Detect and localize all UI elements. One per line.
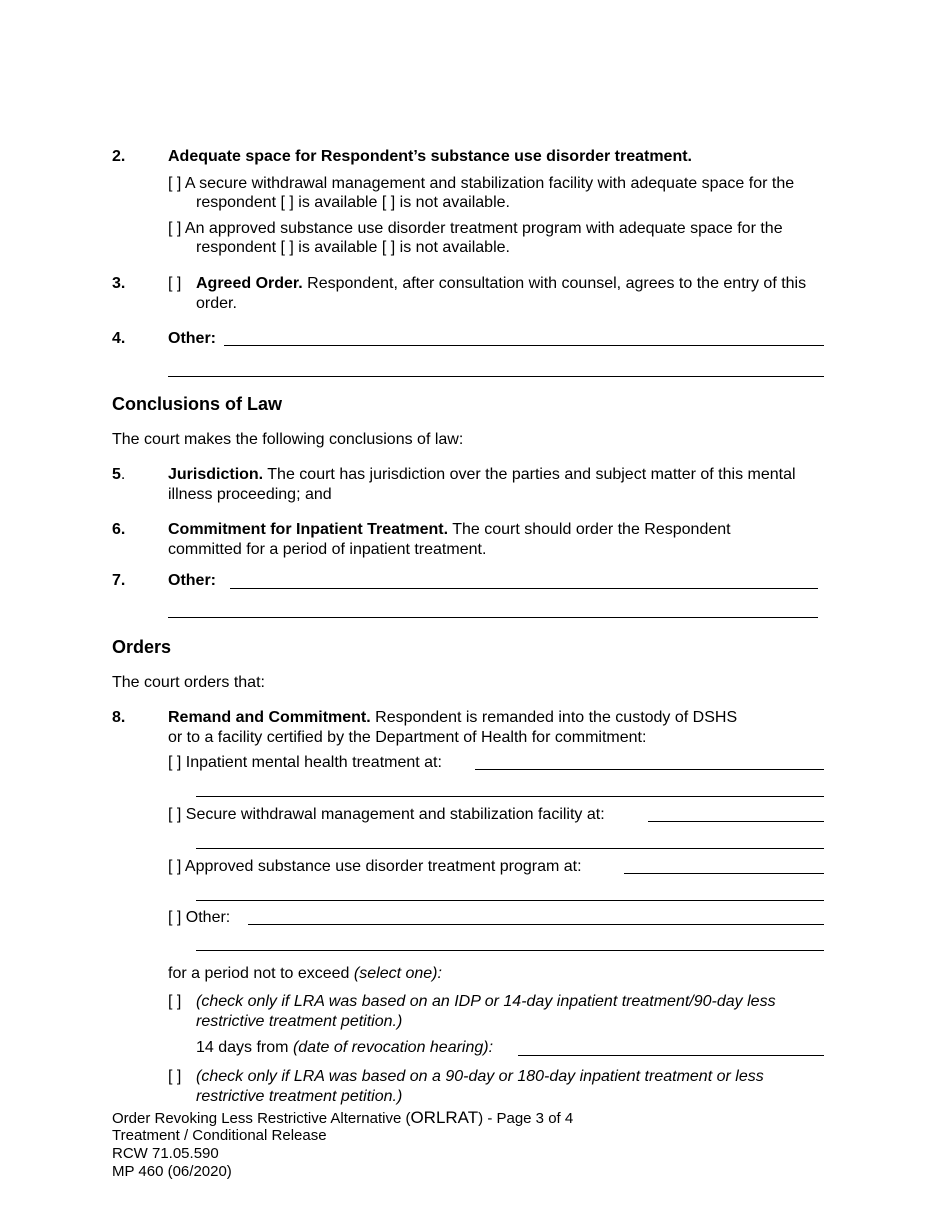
choice-1-line-1: (check only if LRA was based on an IDP or 14-day inpatient treatment/90-day less: [196, 993, 776, 1010]
footer-subtitle: Treatment / Conditional Release: [112, 1127, 327, 1144]
item-7-blank-line-1[interactable]: [230, 588, 818, 589]
footer-form-title: Order Revoking Less Restrictive Alternative (ORLRAT) - Page 3 of 4: [112, 1108, 574, 1127]
item-4-blank-line-2[interactable]: [168, 376, 824, 377]
item-2-option-2-line-1[interactable]: [ ] An approved substance use disorder treatment program with adequate space for the: [168, 220, 783, 237]
item-6-number: 6.: [112, 521, 126, 538]
conclusions-intro: The court makes the following conclusions of law:: [112, 431, 464, 448]
other-blank-line-1[interactable]: [248, 924, 824, 925]
option-inpatient[interactable]: [ ] Inpatient mental health treatment at:: [168, 754, 442, 771]
item-7-label: Other:: [168, 572, 216, 589]
item-5-heading: Jurisdiction.: [168, 466, 264, 483]
choice-2-line-2: restrictive treatment petition.): [196, 1088, 403, 1105]
item-7-number: 7.: [112, 572, 126, 589]
item-3-text: Respondent, after consultation with counsel, agrees to the entry of this: [302, 275, 807, 292]
item-2-number: 2.: [112, 148, 126, 165]
item-2-option-2-line-2[interactable]: respondent [ ] is available [ ] is not available.: [196, 239, 510, 256]
program-blank-line-1[interactable]: [624, 873, 824, 874]
footer-form-number: MP 460 (06/2020): [112, 1163, 232, 1180]
choice-2-line-1: (check only if LRA was based on a 90-day or 180-day inpatient treatment or less: [196, 1068, 764, 1085]
choice-1-line-2: restrictive treatment petition.): [196, 1013, 403, 1030]
choice-2-checkbox[interactable]: [ ]: [168, 1068, 182, 1085]
item-3-checkbox[interactable]: [ ]: [168, 275, 182, 292]
other-blank-line-2[interactable]: [196, 950, 824, 951]
item-7-blank-line-2[interactable]: [168, 617, 818, 618]
option-program[interactable]: [ ] Approved substance use disorder treatment program at:: [168, 858, 582, 875]
item-6-text-line-1: [168, 520, 731, 540]
item-8-text-line-2: or to a facility certified by the Department of Health for commitment:: [168, 729, 647, 746]
option-other[interactable]: [ ] Other:: [168, 909, 231, 926]
item-5-text: The court has jurisdiction over the parties and subject matter of this mental: [263, 466, 796, 483]
inpatient-blank-line-1[interactable]: [475, 769, 824, 770]
item-3-heading: Agreed Order.: [196, 275, 303, 292]
item-5-number: 5.: [112, 466, 126, 483]
item-3-text-line-2: order.: [196, 295, 237, 312]
program-blank-line-2[interactable]: [196, 900, 824, 901]
item-5-text-line-1: [168, 465, 796, 485]
item-2-option-1-line-1[interactable]: [ ] A secure withdrawal management and stabilization facility with adequate space for the: [168, 175, 795, 192]
footer-rcw: RCW 71.05.590: [112, 1145, 219, 1162]
withdrawal-blank-line-2[interactable]: [196, 848, 824, 849]
option-withdrawal[interactable]: [ ] Secure withdrawal management and stabilization facility at:: [168, 806, 605, 823]
item-6-text-line-2: committed for a period of inpatient treatment.: [168, 541, 487, 558]
orders-heading: Orders: [112, 637, 172, 657]
item-4-label: Other:: [168, 330, 216, 347]
item-6-text: The court should order the Respondent: [448, 521, 731, 538]
item-8-heading: Remand and Commitment.: [168, 709, 371, 726]
item-4-blank-line-1[interactable]: [224, 345, 824, 346]
period-text: for a period not to exceed (select one):: [168, 965, 442, 982]
item-5-text-line-2: illness proceeding; and: [168, 486, 332, 503]
item-6-heading: Commitment for Inpatient Treatment.: [168, 521, 449, 538]
withdrawal-blank-line-1[interactable]: [648, 821, 824, 822]
item-8-text-line-1: [168, 708, 737, 728]
item-3-number: 3.: [112, 275, 126, 292]
revocation-date-blank-line[interactable]: [518, 1055, 824, 1056]
item-4-number: 4.: [112, 330, 126, 347]
orders-intro: The court orders that:: [112, 674, 265, 691]
item-2-heading: Adequate space for Respondent’s substance use disorder treatment.: [168, 148, 692, 165]
choice-1-checkbox[interactable]: [ ]: [168, 993, 182, 1010]
inpatient-blank-line-2[interactable]: [196, 796, 824, 797]
item-8-number: 8.: [112, 709, 126, 726]
item-2-option-1-line-2[interactable]: respondent [ ] is available [ ] is not available.: [196, 194, 510, 211]
conclusions-heading: Conclusions of Law: [112, 394, 283, 414]
item-8-text: Respondent is remanded into the custody of DSHS: [370, 709, 738, 726]
days-14-text: 14 days from (date of revocation hearing):: [196, 1039, 494, 1056]
item-3-text-line-1: [196, 274, 806, 294]
